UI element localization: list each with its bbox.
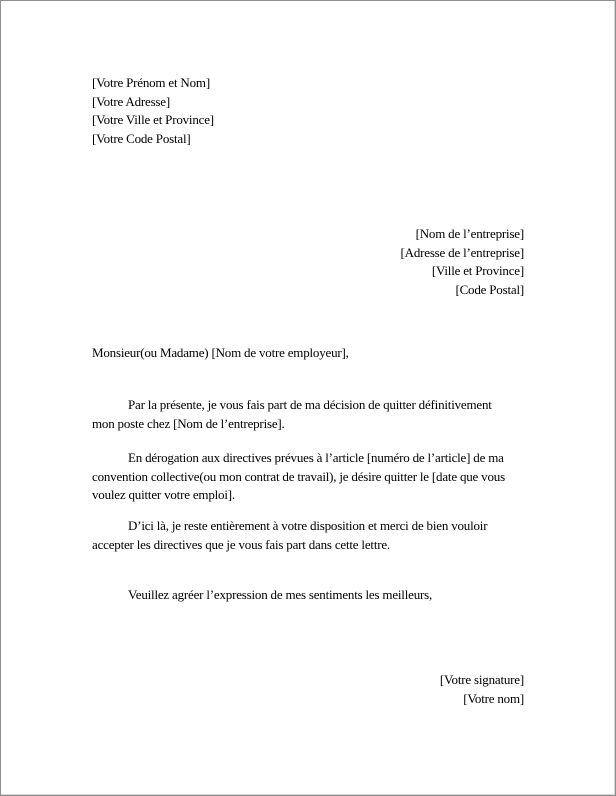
sender-name: [Votre Prénom et Nom] [92, 75, 210, 90]
recipient-address: [Adresse de l’entreprise] [400, 244, 524, 260]
paragraph-resignation-notice [92, 396, 532, 433]
sender-postal-code: [Votre Code Postal] [92, 130, 191, 146]
paragraph-line: Par la présente, je vous fais part de ma décision de quitter définitivement [128, 397, 492, 412]
paragraph-line: voulez quitter votre emploi]. [92, 487, 235, 502]
signer-name: [Votre nom] [463, 690, 524, 706]
recipient-city-province: [Ville et Province] [431, 263, 524, 278]
recipient-address-block [401, 225, 525, 299]
recipient-company: [Nom de l’entreprise] [415, 226, 524, 241]
recipient-postal-code: [Code Postal] [455, 281, 524, 297]
paragraph-line: D’ici là, je reste entièrement à votre disposition et merci de bien vouloir [128, 518, 488, 533]
paragraph-closing [92, 586, 532, 605]
sender-address-block [92, 74, 214, 148]
signature-block [440, 671, 524, 708]
paragraph-line: convention collective(ou mon contrat de travail), je désire quitter le [date que vous [92, 468, 505, 484]
paragraph-availability [92, 517, 532, 554]
signature-placeholder: [Votre signature] [439, 672, 524, 687]
paragraph-line: accepter les directives que je vous fais part dans cette lettre. [92, 536, 390, 552]
salutation: Monsieur(ou Madame) [Nom de votre employeur], [92, 345, 349, 360]
sender-city-province: [Votre Ville et Province] [92, 112, 214, 127]
paragraph-derogation [92, 449, 532, 505]
paragraph-line: En dérogation aux directives prévues à l’article [numéro de l’article] de ma [128, 450, 504, 465]
paragraph-line: Veuillez agréer l’expression de mes sentiments les meilleurs, [128, 587, 433, 602]
sender-address: [Votre Adresse] [92, 93, 170, 109]
paragraph-line: mon poste chez [Nom de l’entreprise]. [92, 415, 285, 431]
